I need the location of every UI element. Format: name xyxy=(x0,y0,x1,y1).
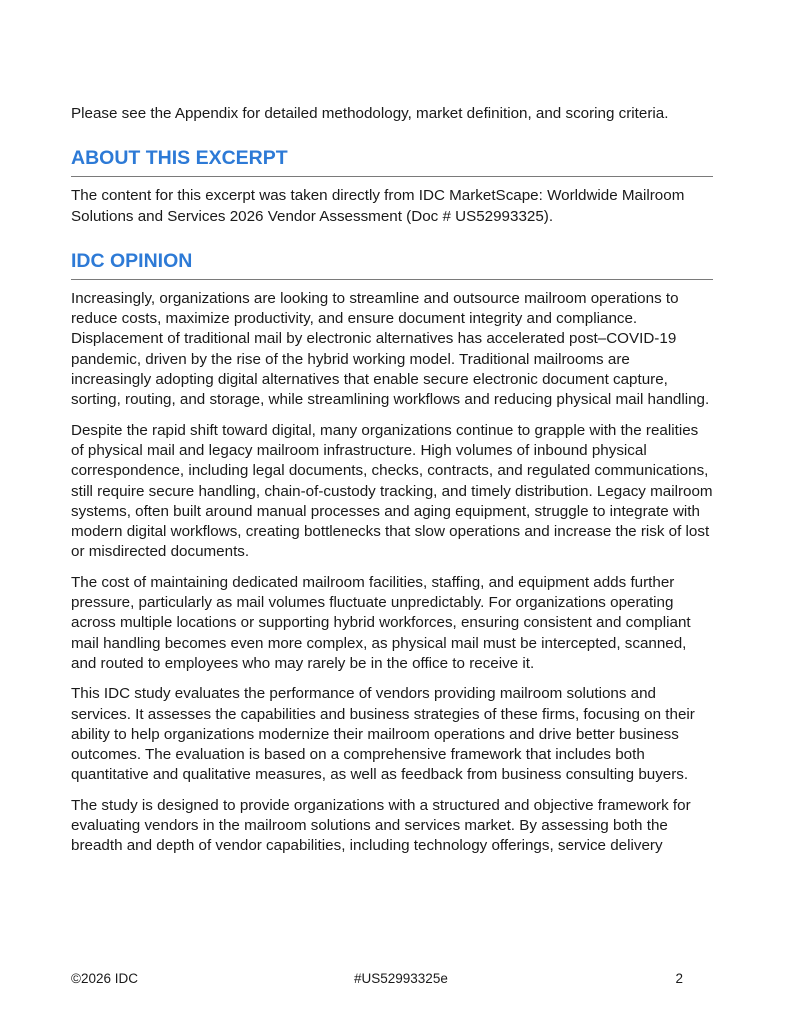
footer-copyright: ©2026 IDC xyxy=(71,971,138,986)
section-idc-opinion xyxy=(71,249,713,857)
page-content xyxy=(71,104,713,867)
footer-doc-number: #US52993325e xyxy=(354,971,448,986)
paragraph: The content for this excerpt was taken directly from IDC MarketScape: Worldwide Mailroom Solutions and Services 2026 Vendor Assessment (Doc # US52993325). xyxy=(71,187,685,225)
section-heading: IDC OPINION xyxy=(71,249,713,280)
section-body xyxy=(71,177,713,227)
section-spacer xyxy=(71,237,713,249)
paragraph: Increasingly, organizations are looking to streamline and outsource mailroom operations to reduce costs, maximize productivity, and ensure document integrity and compliance. Displacement of traditional mail by electronic alternatives has accelerated post–COVID-19 pandemic, driven by the rise of the hybrid working model. Traditional mailrooms are increasingly adopting digital alternatives that enable secure electronic document capture, sorting, routing, and storage, while streamlining workflows and reducing physical mail handling. xyxy=(71,289,710,409)
paragraph: The cost of maintaining dedicated mailroom facilities, staffing, and equipment adds further pressure, particularly as mail volumes fluctuate unpredictably. For organizations operating across multiple locations or supporting hybrid workforces, ensuring consistent and compliant mail handling becomes even more complex, as physical mail must be intercepted, scanned, and routed to employees who may rarely be in the office to receive it. xyxy=(71,573,691,672)
section-body xyxy=(71,280,713,857)
paragraph: The study is designed to provide organizations with a structured and objective framework for evaluating vendors in the mailroom solutions and services market. By assessing both the breadth and depth of vendor capabilities, including technology offerings, service delivery xyxy=(71,796,691,855)
paragraph: Despite the rapid shift toward digital, many organizations continue to grapple with the realities of physical mail and legacy mailroom infrastructure. High volumes of inbound physical correspondence, including legal documents, checks, contracts, and regulated communications, still require secure handling, chain-of-custody tracking, and timely distribution. Legacy mailroom systems, often built around manual processes and aging equipment, struggle to integrate with modern digital workflows, creating bottlenecks that slow operations and increase the risk of lost or misdirected documents. xyxy=(71,421,713,561)
section-heading: ABOUT THIS EXCERPT xyxy=(71,146,713,177)
intro-paragraph: Please see the Appendix for detailed methodology, market definition, and scoring criteria. xyxy=(71,105,669,122)
page-footer xyxy=(71,969,683,989)
section-about-this-excerpt xyxy=(71,146,713,227)
paragraph: This IDC study evaluates the performance of vendors providing mailroom solutions and services. It assesses the capabilities and business strategies of these firms, focusing on their ability to help organizations modernize their mailroom operations and drive better business outcomes. The evaluation is based on a comprehensive framework that includes both quantitative and qualitative measures, as well as feedback from business consulting buyers. xyxy=(71,685,695,784)
footer-page-number: 2 xyxy=(675,971,683,986)
